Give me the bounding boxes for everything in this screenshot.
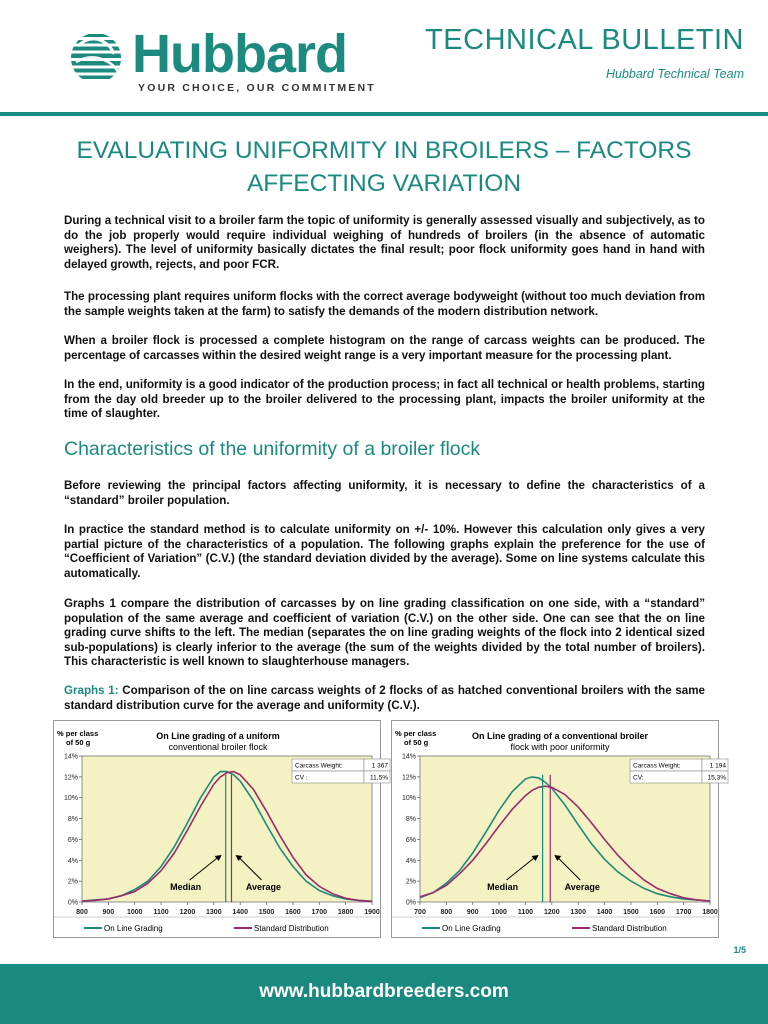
y-tick-label: 12% xyxy=(401,774,416,782)
page-title xyxy=(40,134,728,200)
y-tick-label: 8% xyxy=(67,816,78,824)
header xyxy=(0,0,768,112)
page-title-line-1: EVALUATING UNIFORMITY IN BROILERS – FACTORS xyxy=(76,137,692,164)
y-tick-label: 10% xyxy=(63,795,78,803)
x-tick-label: 800 xyxy=(440,909,453,916)
plot-area xyxy=(392,754,728,934)
x-tick-label: 1600 xyxy=(649,909,666,916)
legend-label-online: On Line Grading xyxy=(104,924,163,933)
x-tick-label: 1900 xyxy=(364,909,380,916)
y-tick-label: 2% xyxy=(67,878,78,886)
median-label: Median xyxy=(170,882,202,892)
page-number: 1/5 xyxy=(733,945,746,955)
footer xyxy=(0,964,768,1024)
chart-svg xyxy=(54,721,388,937)
x-tick-label: 1500 xyxy=(258,909,275,916)
x-tick-label: 1500 xyxy=(623,909,639,916)
paragraph-4: In the end, uniformity is a good indicator of the production process; in fact all technical or health problems, starting from the day old breeder up to the broiler delivered to the processing plant, impacts the broiler uniformity at the time of slaughter. xyxy=(64,378,705,421)
x-tick-label: 1200 xyxy=(544,909,560,916)
x-tick-label: 1600 xyxy=(285,909,301,916)
y-axis-label-line-1: % per class xyxy=(395,729,437,738)
x-tick-label: 700 xyxy=(414,909,426,916)
y-tick-label: 14% xyxy=(401,753,416,761)
bulletin-subtitle: Hubbard Technical Team xyxy=(605,67,744,81)
bulletin-title: TECHNICAL BULLETIN xyxy=(425,24,744,56)
median-label: Median xyxy=(487,882,519,892)
paragraph-5: Before reviewing the principal factors affecting uniformity, it is necessary to define the characteristics of a “standard” broiler population. xyxy=(64,479,705,507)
chart-title-line-1: On Line grading of a conventional broiler xyxy=(471,731,649,741)
x-tick-label: 1200 xyxy=(179,909,196,916)
section-heading: Characteristics of the uniformity of a broiler flock xyxy=(64,438,481,460)
graphs-caption xyxy=(64,684,705,713)
y-axis-label-line-2: of 50 g xyxy=(404,738,429,747)
paragraph-1: During a technical visit to a broiler farm the topic of uniformity is generally assessed visually and subjectively, as to do the job properly would require individual weighing of hundreds of broilers (in the absence of automatic weighers). The level of uniformity basically dictates the final result; poor flock uniformity goes hand in hand with delayed growth, rejects, and poor FCR. xyxy=(64,214,705,271)
page-title-line-2: AFFECTING VARIATION xyxy=(246,170,522,197)
x-tick-label: 1700 xyxy=(311,909,328,916)
info-table-label: CV: xyxy=(633,774,644,782)
chart-title-line-2: conventional broiler flock xyxy=(168,742,268,752)
x-tick-label: 1000 xyxy=(126,909,143,916)
chart-uniform-flock xyxy=(53,720,388,938)
legend-label-online: On Line Grading xyxy=(442,924,501,933)
x-tick-label: 1700 xyxy=(675,909,692,916)
logo-tagline: YOUR CHOICE, OUR COMMITMENT xyxy=(138,82,376,94)
x-tick-label: 1800 xyxy=(337,909,354,916)
y-tick-label: 12% xyxy=(63,774,78,782)
y-tick-label: 10% xyxy=(401,795,416,803)
x-tick-label: 1400 xyxy=(232,909,248,916)
y-axis-label-line-2: of 50 g xyxy=(66,738,91,747)
y-tick-label: 2% xyxy=(405,878,416,886)
y-tick-label: 4% xyxy=(405,857,416,865)
chart-title-line-1: On Line grading of a uniform xyxy=(156,731,280,741)
y-tick-label: 0% xyxy=(67,899,78,907)
x-tick-label: 1100 xyxy=(517,909,534,916)
info-table-value: 1 367 xyxy=(371,762,388,770)
logo-wordmark: Hubbard xyxy=(132,24,347,84)
y-tick-label: 6% xyxy=(67,836,78,844)
info-table-label: Carcass Weight: xyxy=(633,762,681,770)
paragraph-2: The processing plant requires uniform flocks with the correct average bodyweight (without too much deviation from the sample weights taken at the farm) to satisfy the demands of the modern distribution network. xyxy=(64,290,705,318)
graphs-caption-text: Comparison of the on line carcass weights of 2 flocks of as hatched conventional broilers with the same standard distribution curve for the average and uniformity (C.V.). xyxy=(64,684,705,712)
info-table-value: 11,5% xyxy=(370,774,388,782)
info-table-label: CV : xyxy=(295,774,308,782)
x-tick-label: 900 xyxy=(102,909,115,916)
chart-title-line-2: flock with poor uniformity xyxy=(510,742,610,752)
x-tick-label: 1800 xyxy=(702,909,718,916)
paragraph-7: Graphs 1 compare the distribution of carcasses by on line grading classification on one side, with a “standard” population of the same average and coefficient of variation (C.V.) on the other side. One can see that the on line grading curve shifts to the left. The median (separates the on line grading weights of the flock into 2 identical sized sub-populations) is clearly inferior to the average (the sum of the weights divided by the total number of broilers). This characteristic is well known to slaughterhouse managers. xyxy=(64,597,705,669)
graphs-label: Graphs 1: xyxy=(64,684,119,697)
x-tick-label: 1000 xyxy=(491,909,507,916)
y-tick-label: 6% xyxy=(405,836,416,844)
average-label: Average xyxy=(245,882,282,892)
legend-label-standard: Standard Distribution xyxy=(592,924,667,933)
y-tick-label: 14% xyxy=(63,753,78,761)
paragraph-6: In practice the standard method is to calculate uniformity on +/- 10%. However this calculation only gives a very partial picture of the characteristics of a population. The following graphs explain the preference for the use of “Coefficient of Variation” (C.V.) (the standard deviation divided by the average). Some on line systems calculate this automatically. xyxy=(64,523,705,580)
average-label: Average xyxy=(564,882,600,892)
paragraph-3: When a broiler flock is processed a complete histogram on the range of carcass weights can be produced. The percentage of carcasses within the desired weight range is a very important measure for the processing plant. xyxy=(64,334,705,362)
info-table-value: 15,3% xyxy=(707,774,726,782)
header-divider xyxy=(0,112,768,116)
chart-svg xyxy=(392,721,726,937)
y-tick-label: 8% xyxy=(405,816,416,824)
y-tick-label: 4% xyxy=(67,857,78,865)
x-tick-label: 900 xyxy=(466,909,479,916)
y-tick-label: 0% xyxy=(405,899,416,907)
info-table-value: 1 194 xyxy=(709,762,726,770)
footer-website-link[interactable]: www.hubbardbreeders.com xyxy=(259,981,509,1002)
plot-area xyxy=(54,754,390,934)
legend-label-standard: Standard Distribution xyxy=(254,924,329,933)
x-tick-label: 1300 xyxy=(206,909,222,916)
y-axis-label-line-1: % per class xyxy=(57,729,99,738)
globe-logo-icon xyxy=(70,32,122,84)
chart-poor-uniformity-flock xyxy=(391,720,726,938)
x-tick-label: 1400 xyxy=(596,909,613,916)
info-table-label: Carcass Weight: xyxy=(295,762,343,770)
x-tick-label: 800 xyxy=(76,909,88,916)
x-tick-label: 1100 xyxy=(153,909,169,916)
x-tick-label: 1300 xyxy=(570,909,586,916)
